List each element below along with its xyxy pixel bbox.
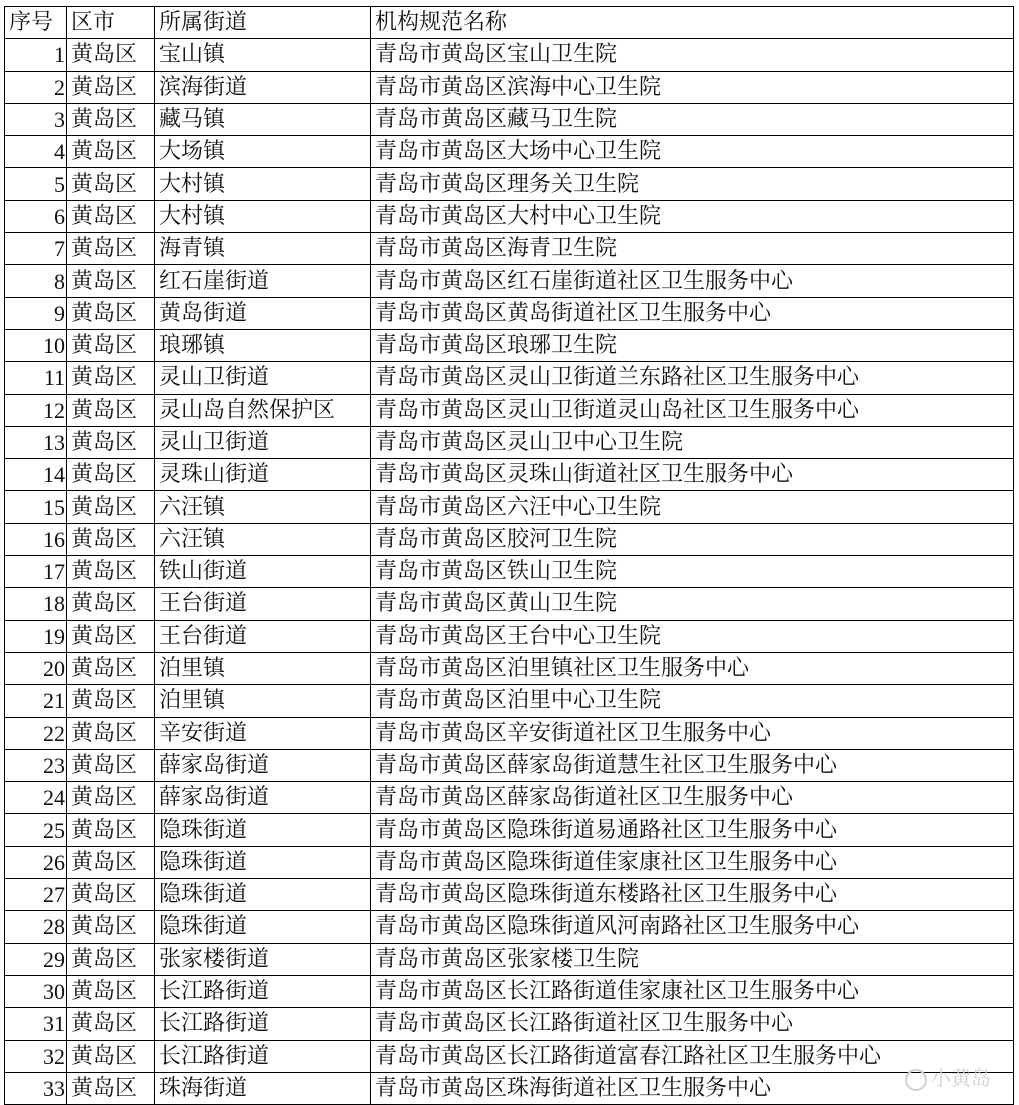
row-index: 10 xyxy=(5,329,67,361)
row-institution-name: 青岛市黄岛区薛家岛街道慧生社区卫生服务中心 xyxy=(371,749,1014,781)
row-district: 黄岛区 xyxy=(67,491,155,523)
row-district: 黄岛区 xyxy=(67,1072,155,1104)
row-street: 灵珠山街道 xyxy=(155,459,371,491)
row-institution-name: 青岛市黄岛区红石崖街道社区卫生服务中心 xyxy=(371,265,1014,297)
table-row xyxy=(5,620,1014,652)
table-row xyxy=(5,200,1014,232)
table-row xyxy=(5,749,1014,781)
row-index: 16 xyxy=(5,523,67,555)
row-district: 黄岛区 xyxy=(67,975,155,1007)
table-row xyxy=(5,814,1014,846)
table-row xyxy=(5,782,1014,814)
row-street: 黄岛街道 xyxy=(155,297,371,329)
row-institution-name: 青岛市黄岛区长江路街道富春江路社区卫生服务中心 xyxy=(371,1040,1014,1072)
row-index: 9 xyxy=(5,297,67,329)
table-row xyxy=(5,879,1014,911)
row-institution-name: 青岛市黄岛区宝山卫生院 xyxy=(371,39,1014,71)
row-district: 黄岛区 xyxy=(67,556,155,588)
row-institution-name: 青岛市黄岛区铁山卫生院 xyxy=(371,556,1014,588)
row-street: 隐珠街道 xyxy=(155,846,371,878)
row-institution-name: 青岛市黄岛区辛安街道社区卫生服务中心 xyxy=(371,717,1014,749)
watermark-text: 小黄岛 xyxy=(931,1066,991,1090)
row-street: 藏马镇 xyxy=(155,103,371,135)
row-institution-name: 青岛市黄岛区长江路街道社区卫生服务中心 xyxy=(371,1008,1014,1040)
row-institution-name: 青岛市黄岛区长江路街道佳家康社区卫生服务中心 xyxy=(371,975,1014,1007)
row-index: 31 xyxy=(5,1008,67,1040)
row-index: 2 xyxy=(5,71,67,103)
row-index: 14 xyxy=(5,459,67,491)
row-street: 大村镇 xyxy=(155,168,371,200)
row-street: 六汪镇 xyxy=(155,523,371,555)
row-institution-name: 青岛市黄岛区藏马卫生院 xyxy=(371,103,1014,135)
row-institution-name: 青岛市黄岛区泊里中心卫生院 xyxy=(371,685,1014,717)
row-district: 黄岛区 xyxy=(67,782,155,814)
row-district: 黄岛区 xyxy=(67,523,155,555)
row-street: 隐珠街道 xyxy=(155,911,371,943)
row-district: 黄岛区 xyxy=(67,1040,155,1072)
row-district: 黄岛区 xyxy=(67,588,155,620)
row-institution-name: 青岛市黄岛区大场中心卫生院 xyxy=(371,136,1014,168)
row-institution-name: 青岛市黄岛区珠海街道社区卫生服务中心 xyxy=(371,1072,1014,1104)
row-institution-name: 青岛市黄岛区胶河卫生院 xyxy=(371,523,1014,555)
row-index: 11 xyxy=(5,362,67,394)
row-institution-name: 青岛市黄岛区琅琊卫生院 xyxy=(371,329,1014,361)
row-district: 黄岛区 xyxy=(67,329,155,361)
row-street: 王台街道 xyxy=(155,588,371,620)
row-district: 黄岛区 xyxy=(67,136,155,168)
watermark xyxy=(905,1062,991,1091)
row-district: 黄岛区 xyxy=(67,265,155,297)
row-index: 3 xyxy=(5,103,67,135)
row-street: 琅琊镇 xyxy=(155,329,371,361)
row-street: 灵山卫街道 xyxy=(155,362,371,394)
watermark-logo-icon xyxy=(905,1069,927,1091)
table-row xyxy=(5,717,1014,749)
row-index: 5 xyxy=(5,168,67,200)
row-index: 29 xyxy=(5,943,67,975)
table-row xyxy=(5,685,1014,717)
row-street: 灵山卫街道 xyxy=(155,426,371,458)
table-row xyxy=(5,1008,1014,1040)
row-institution-name: 青岛市黄岛区海青卫生院 xyxy=(371,233,1014,265)
row-index: 32 xyxy=(5,1040,67,1072)
row-district: 黄岛区 xyxy=(67,1008,155,1040)
row-institution-name: 青岛市黄岛区灵山卫街道灵山岛社区卫生服务中心 xyxy=(371,394,1014,426)
row-street: 铁山街道 xyxy=(155,556,371,588)
row-index: 7 xyxy=(5,233,67,265)
row-institution-name: 青岛市黄岛区滨海中心卫生院 xyxy=(371,71,1014,103)
row-index: 27 xyxy=(5,879,67,911)
row-institution-name: 青岛市黄岛区隐珠街道佳家康社区卫生服务中心 xyxy=(371,846,1014,878)
table-row xyxy=(5,846,1014,878)
row-index: 24 xyxy=(5,782,67,814)
header-district: 区市 xyxy=(67,7,155,39)
institution-table xyxy=(4,6,1014,1105)
row-street: 海青镇 xyxy=(155,233,371,265)
table-row xyxy=(5,297,1014,329)
row-street: 宝山镇 xyxy=(155,39,371,71)
row-institution-name: 青岛市黄岛区六汪中心卫生院 xyxy=(371,491,1014,523)
row-index: 8 xyxy=(5,265,67,297)
row-institution-name: 青岛市黄岛区黄岛街道社区卫生服务中心 xyxy=(371,297,1014,329)
row-index: 1 xyxy=(5,39,67,71)
table-row xyxy=(5,911,1014,943)
row-street: 大场镇 xyxy=(155,136,371,168)
row-district: 黄岛区 xyxy=(67,685,155,717)
row-institution-name: 青岛市黄岛区隐珠街道风河南路社区卫生服务中心 xyxy=(371,911,1014,943)
table-row xyxy=(5,329,1014,361)
row-index: 28 xyxy=(5,911,67,943)
row-street: 大村镇 xyxy=(155,200,371,232)
table-body xyxy=(5,39,1014,1105)
header-street: 所属街道 xyxy=(155,7,371,39)
row-street: 泊里镇 xyxy=(155,685,371,717)
row-institution-name: 青岛市黄岛区灵山卫街道兰东路社区卫生服务中心 xyxy=(371,362,1014,394)
row-street: 长江路街道 xyxy=(155,1040,371,1072)
table-row xyxy=(5,362,1014,394)
table-row xyxy=(5,1072,1014,1104)
row-district: 黄岛区 xyxy=(67,394,155,426)
table-row xyxy=(5,652,1014,684)
row-street: 灵山岛自然保护区 xyxy=(155,394,371,426)
row-street: 薛家岛街道 xyxy=(155,782,371,814)
row-district: 黄岛区 xyxy=(67,426,155,458)
row-index: 30 xyxy=(5,975,67,1007)
table-row xyxy=(5,168,1014,200)
row-street: 泊里镇 xyxy=(155,652,371,684)
row-street: 六汪镇 xyxy=(155,491,371,523)
table-row xyxy=(5,136,1014,168)
row-institution-name: 青岛市黄岛区王台中心卫生院 xyxy=(371,620,1014,652)
row-index: 23 xyxy=(5,749,67,781)
header-institution-name: 机构规范名称 xyxy=(371,7,1014,39)
row-street: 张家楼街道 xyxy=(155,943,371,975)
row-institution-name: 青岛市黄岛区黄山卫生院 xyxy=(371,588,1014,620)
row-street: 薛家岛街道 xyxy=(155,749,371,781)
row-index: 12 xyxy=(5,394,67,426)
row-street: 隐珠街道 xyxy=(155,814,371,846)
row-district: 黄岛区 xyxy=(67,362,155,394)
row-index: 22 xyxy=(5,717,67,749)
row-district: 黄岛区 xyxy=(67,652,155,684)
row-district: 黄岛区 xyxy=(67,814,155,846)
row-institution-name: 青岛市黄岛区隐珠街道易通路社区卫生服务中心 xyxy=(371,814,1014,846)
row-district: 黄岛区 xyxy=(67,168,155,200)
row-district: 黄岛区 xyxy=(67,200,155,232)
row-index: 21 xyxy=(5,685,67,717)
row-district: 黄岛区 xyxy=(67,749,155,781)
row-index: 19 xyxy=(5,620,67,652)
table-row xyxy=(5,1040,1014,1072)
table-row xyxy=(5,523,1014,555)
row-institution-name: 青岛市黄岛区灵山卫中心卫生院 xyxy=(371,426,1014,458)
row-index: 4 xyxy=(5,136,67,168)
row-index: 13 xyxy=(5,426,67,458)
row-index: 18 xyxy=(5,588,67,620)
row-district: 黄岛区 xyxy=(67,620,155,652)
row-district: 黄岛区 xyxy=(67,233,155,265)
row-street: 长江路街道 xyxy=(155,1008,371,1040)
row-district: 黄岛区 xyxy=(67,846,155,878)
row-institution-name: 青岛市黄岛区张家楼卫生院 xyxy=(371,943,1014,975)
header-row xyxy=(5,7,1014,39)
row-institution-name: 青岛市黄岛区薛家岛街道社区卫生服务中心 xyxy=(371,782,1014,814)
row-street: 珠海街道 xyxy=(155,1072,371,1104)
row-index: 15 xyxy=(5,491,67,523)
table-row xyxy=(5,459,1014,491)
row-district: 黄岛区 xyxy=(67,911,155,943)
table-row xyxy=(5,556,1014,588)
row-district: 黄岛区 xyxy=(67,297,155,329)
row-district: 黄岛区 xyxy=(67,459,155,491)
table-row xyxy=(5,975,1014,1007)
row-street: 红石崖街道 xyxy=(155,265,371,297)
table-row xyxy=(5,491,1014,523)
row-index: 6 xyxy=(5,200,67,232)
row-institution-name: 青岛市黄岛区大村中心卫生院 xyxy=(371,200,1014,232)
table-row xyxy=(5,943,1014,975)
row-street: 滨海街道 xyxy=(155,71,371,103)
row-institution-name: 青岛市黄岛区隐珠街道东楼路社区卫生服务中心 xyxy=(371,879,1014,911)
row-district: 黄岛区 xyxy=(67,943,155,975)
row-street: 王台街道 xyxy=(155,620,371,652)
row-index: 20 xyxy=(5,652,67,684)
table-row xyxy=(5,103,1014,135)
row-district: 黄岛区 xyxy=(67,103,155,135)
row-district: 黄岛区 xyxy=(67,879,155,911)
row-street: 长江路街道 xyxy=(155,975,371,1007)
table-row xyxy=(5,426,1014,458)
table-row xyxy=(5,588,1014,620)
row-district: 黄岛区 xyxy=(67,39,155,71)
header-index: 序号 xyxy=(5,7,67,39)
row-index: 33 xyxy=(5,1072,67,1104)
row-institution-name: 青岛市黄岛区理务关卫生院 xyxy=(371,168,1014,200)
row-district: 黄岛区 xyxy=(67,71,155,103)
table-row xyxy=(5,71,1014,103)
table-row xyxy=(5,394,1014,426)
row-institution-name: 青岛市黄岛区灵珠山街道社区卫生服务中心 xyxy=(371,459,1014,491)
row-street: 隐珠街道 xyxy=(155,879,371,911)
row-index: 25 xyxy=(5,814,67,846)
table-row xyxy=(5,39,1014,71)
table-row xyxy=(5,265,1014,297)
table-row xyxy=(5,233,1014,265)
row-street: 辛安街道 xyxy=(155,717,371,749)
row-institution-name: 青岛市黄岛区泊里镇社区卫生服务中心 xyxy=(371,652,1014,684)
row-district: 黄岛区 xyxy=(67,717,155,749)
row-index: 26 xyxy=(5,846,67,878)
row-index: 17 xyxy=(5,556,67,588)
